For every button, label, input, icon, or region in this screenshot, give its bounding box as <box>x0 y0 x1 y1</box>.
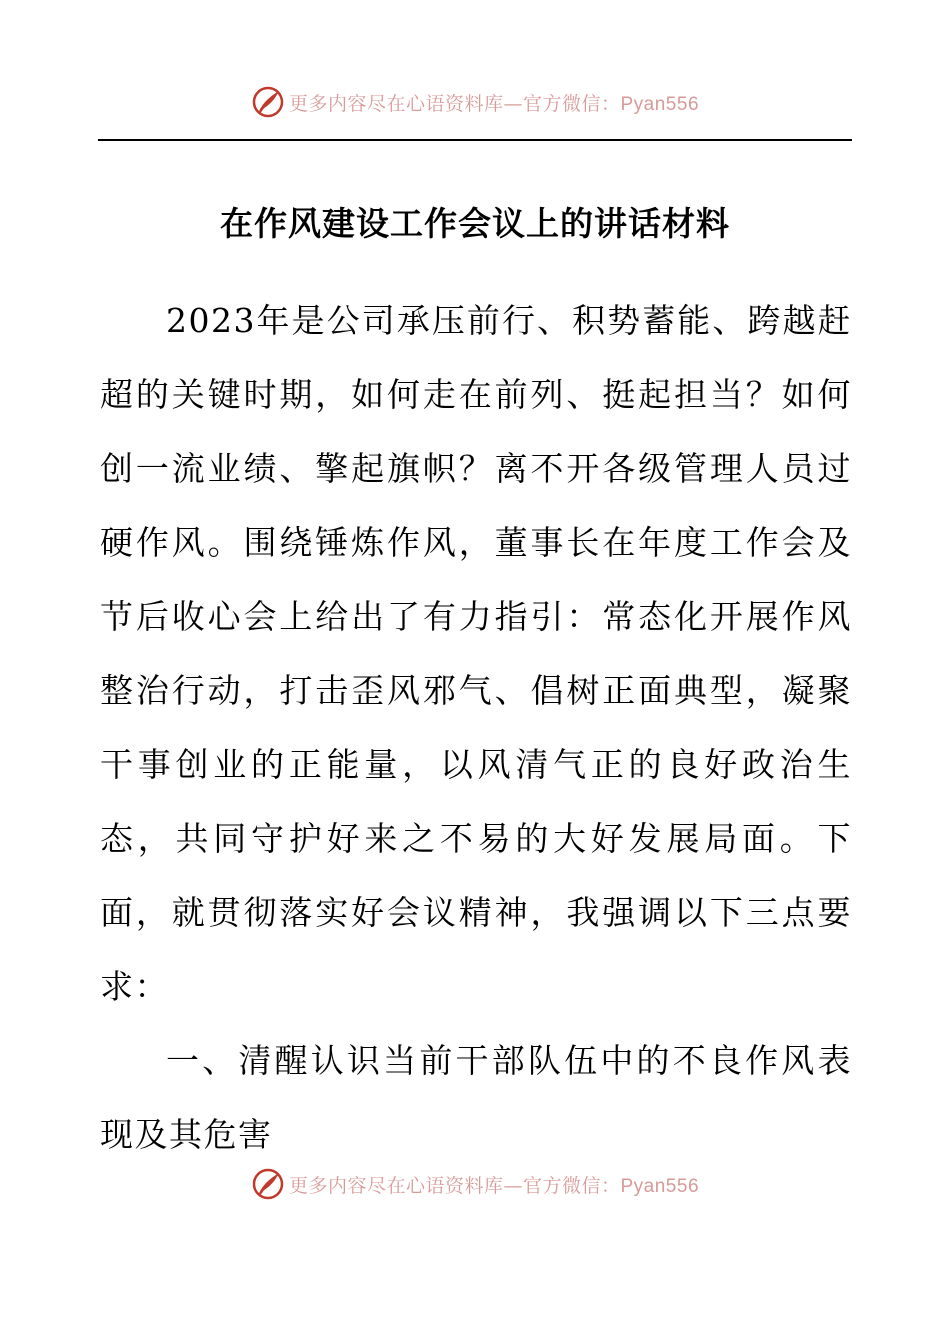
footer-banner-label: 更多内容尽在心语资料库—官方微信： <box>288 1174 621 1197</box>
header-banner-wechat-id: Pyan556 <box>620 93 700 115</box>
body-paragraph-1: 2023年是公司承压前行、积势蓄能、跨越赶超的关键时期，如何走在前列、挺起担当？如何创一流业绩、擎起旗帜？离不开各级管理人员过硬作风。围绕锤炼作风，董事长在年度工作会及节后收心会上给出了有力指引：常态化开展作风整治行动，打击歪风邪气、倡树正面典型，凝聚干事创业的正能量，以风清气正的良好政治生态，共同守护好来之不易的大好发展局面。下面，就贯彻落实好会议精神，我强调以下三点要求： <box>100 301 852 1006</box>
quill-logo-icon <box>251 85 285 119</box>
header-banner <box>0 80 950 124</box>
document-title: 在作风建设工作会议上的讲话材料 <box>220 204 730 243</box>
section-heading-1: 一、清醒认识当前干部队伍中的不良作风表现及其危害 <box>100 1041 852 1154</box>
header-banner-label: 更多内容尽在心语资料库—官方微信： <box>288 92 621 115</box>
header-divider <box>98 139 852 141</box>
footer-banner <box>0 1162 950 1206</box>
header-banner-text <box>289 89 699 116</box>
footer-banner-text <box>289 1171 699 1198</box>
quill-logo-icon <box>251 1167 285 1201</box>
document-body <box>100 284 852 1172</box>
footer-banner-wechat-id: Pyan556 <box>620 1175 700 1197</box>
